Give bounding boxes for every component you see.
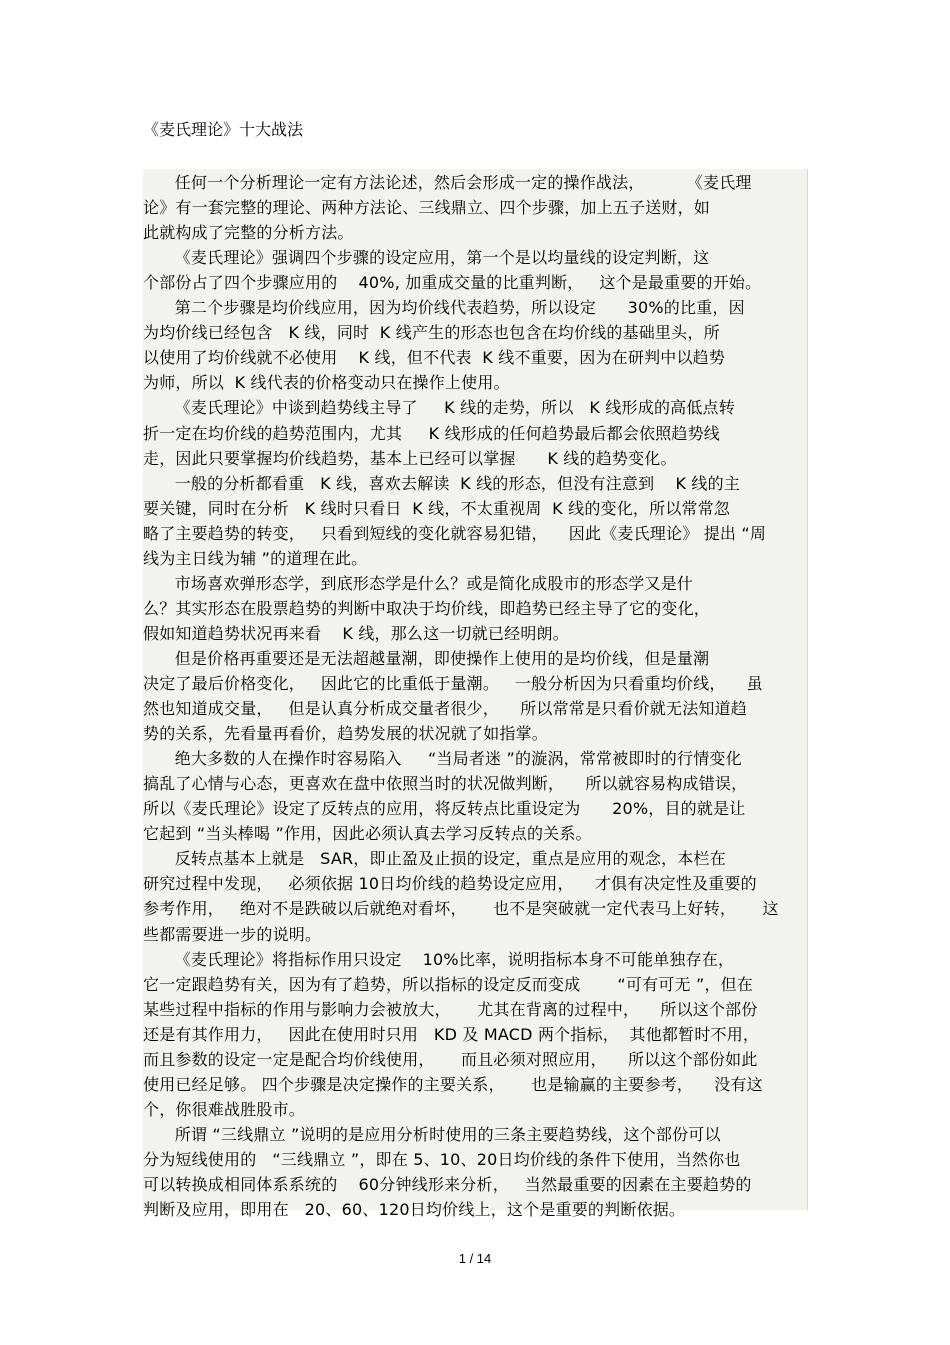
- text-line: 《麦氏理论》强调四个步骤的设定应用，第一个是以均量线的设定判断，这: [143, 248, 710, 268]
- page-indicator: 1 / 14: [458, 1251, 492, 1266]
- text-line: 使用已经足够。 四个步骤是决定操作的主要关系， 也是输赢的主要参考， 没有这: [143, 1074, 763, 1094]
- text-line: 《麦氏理论》中谈到趋势线主导了 K 线的走势，所以 K 线形成的高低点转: [143, 398, 735, 418]
- text-line: 研究过程中发现， 必须依据 10日均价线的趋势设定应用， 才俱有决定性及重要的: [143, 874, 757, 894]
- text-line: 分为短线使用的 “三线鼎立 ”，即在 5、10、20日均价线的条件下使用，当然你也: [143, 1149, 741, 1169]
- text-line: 此就构成了完整的分析方法。: [143, 223, 354, 243]
- text-line: 个部份占了四个步骤应用的 40%, 加重成交量的比重判断， 这个是最重要的开始。: [143, 273, 762, 293]
- text-line: 以使用了均价线就不必使用 K 线，但不代表 K 线不重要，因为在研判中以趋势: [143, 348, 726, 368]
- text-line: 个，你很难战胜股市。: [143, 1099, 306, 1119]
- text-line: 它一定跟趋势有关，因为有了趋势，所以指标的设定反而变成 “可有可无 ”，但在: [143, 974, 754, 994]
- text-line: 些都需要进一步的说明。: [143, 924, 322, 944]
- document-title: 《麦氏理论》十大战法: [143, 120, 304, 139]
- text-line: 决定了最后价格变化， 因此它的比重低于量潮。 一般分析因为只看重均价线， 虽: [143, 674, 763, 693]
- text-line: 为师，所以 K 线代表的价格变动只在操作上使用。: [143, 373, 510, 393]
- text-line: 可以转换成相同体系系统的 60分钟线形来分析， 当然最重要的因素在主要趋势的: [143, 1175, 752, 1194]
- text-line: 势的关系，先看量再看价，趋势发展的状况就了如指掌。: [143, 724, 549, 744]
- text-line: 要关键，同时在分析 K 线时只看日 K 线，不太重视周 K 线的变化，所以常常忽: [143, 498, 731, 518]
- text-line: 但是价格再重要还是无法超越量潮，即使操作上使用的是均价线，但是量潮: [143, 648, 710, 668]
- text-line: 假如知道趋势状况再来看 K 线，那么这一切就已经明朗。: [143, 623, 569, 643]
- text-line: 搞乱了心情与心态，更喜欢在盘中依照当时的状况做判断， 所以就容易构成错误，: [143, 774, 748, 794]
- text-line: 所谓 “三线鼎立 ”说明的是应用分析时使用的三条主要趋势线，这个部份可以: [143, 1124, 721, 1144]
- text-line: 绝大多数的人在操作时容易陷入 “当局者迷 ”的漩涡，常常被即时的行情变化: [143, 749, 742, 769]
- text-line: 它起到 “当头棒喝 ”作用，因此必须认真去学习反转点的关系。: [143, 824, 592, 844]
- text-line: 《麦氏理论》将指标作用只设定 10%比率，说明指标本身不可能单独存在，: [143, 949, 735, 969]
- text-line: 第二个步骤是均价线应用，因为均价线代表趋势，所以设定 30%的比重，因: [143, 298, 745, 318]
- text-line: 折一定在均价线的趋势范围内，尤其 K 线形成的任何趋势最后都会依照趋势线: [143, 423, 721, 443]
- text-line: 论》有一套完整的理论、两种方法论、三线鼎立、四个步骤，加上五子送财，如: [143, 198, 711, 218]
- text-line: 然也知道成交量， 但是认真分析成交量者很少， 所以常常是只看价就无法知道趋: [143, 699, 748, 719]
- text-line: 走，因此只要掌握均价线趋势，基本上已经可以掌握 K 线的趋势变化。: [143, 448, 677, 468]
- text-line: 任何一个分析理论一定有方法论述，然后会形成一定的操作战法， 《麦氏理: [143, 173, 752, 192]
- text-line: 所以《麦氏理论》设定了反转点的应用，将反转点比重设定为 20%，目的就是让: [143, 799, 746, 819]
- text-line: 反转点基本上就是 SAR，即止盈及止损的设定，重点是应用的观念，本栏在: [143, 849, 726, 869]
- text-line: 么？其实形态在股票趋势的判断中取决于均价线，即趋势已经主导了它的变化，: [143, 598, 711, 618]
- text-line: 某些过程中指标的作用与影响力会被放大， 尤其在背离的过程中， 所以这个部份: [143, 999, 758, 1019]
- text-line: 还是有其作用力， 因此在使用时只用 KD 及 MACD 两个指标， 其他都暂时不用，: [143, 1024, 760, 1044]
- text-line: 为均价线已经包含 K 线，同时 K 线产生的形态也包含在均价线的基础里头，所: [143, 323, 720, 343]
- text-line: 而且参数的设定一定是配合均价线使用， 而且必须对照应用， 所以这个部份如此: [143, 1049, 758, 1069]
- text-line: 市场喜欢弹形态学，到底形态学是什么？或是简化成股市的形态学又是什: [143, 573, 694, 593]
- text-line: 略了主要趋势的转变， 只看到短线的变化就容易犯错， 因此《麦氏理论》 提出 “周: [143, 523, 767, 543]
- text-line: 线为主日线为辅 ”的道理在此。: [143, 548, 368, 568]
- text-line: 参考作用， 绝对不是跌破以后就绝对看坏， 也不是突破就一定代表马上好转， 这: [143, 899, 779, 919]
- text-line: 判断及应用，即用在 20、60、120日均价线上，这个是重要的判断依据。: [143, 1200, 686, 1220]
- text-line: 一般的分析都看重 K 线，喜欢去解读 K 线的形态，但没有注意到 K 线的主: [143, 473, 741, 493]
